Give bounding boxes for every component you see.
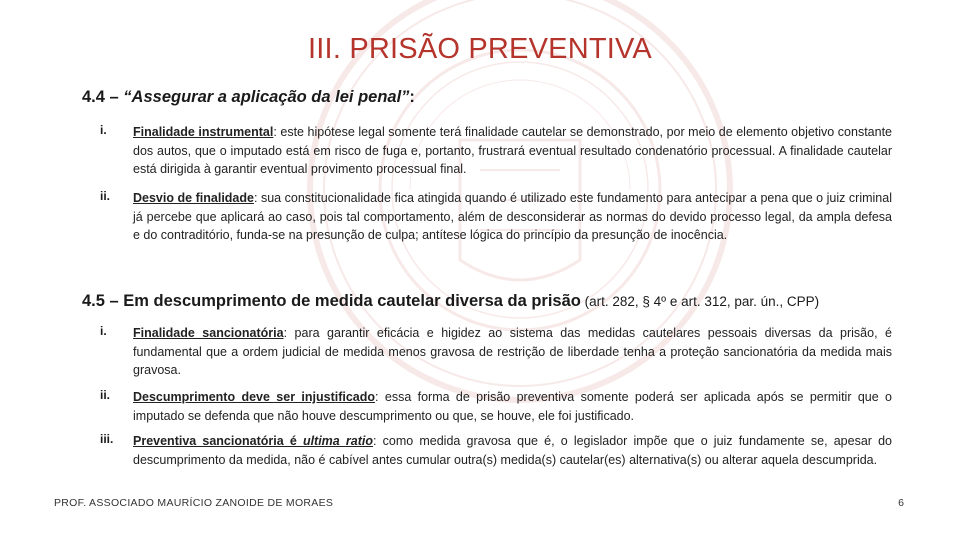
section-heading-4-5 <box>82 292 819 311</box>
item-term: Finalidade instrumental <box>133 125 274 139</box>
item-number: iii. <box>100 432 114 446</box>
page-title: III. PRISÃO PREVENTIVA <box>308 33 652 65</box>
item-term: Finalidade sancionatória <box>133 326 284 340</box>
item-body: : essa forma de prisão preventiva somente poderá ser aplicada após se permitir que o imputado se defenda que não houve descumprimento ou que, se houve, ele foi justificado. <box>133 390 892 423</box>
item-text <box>133 388 892 425</box>
item-term: Descumprimento deve ser injustificado <box>133 390 376 404</box>
section-colon: : <box>409 88 415 106</box>
item-number: ii. <box>100 388 111 402</box>
section-quote: “Assegurar a aplicação da lei penal” <box>123 88 410 106</box>
item-body: : sua constitucionalidade fica atingida quando é utilizado este fundamento para antecipar a pena que o juiz criminal já percebe que aplicará ao caso, pois tal comportamento, além de desconsiderar as normas do devido processo legal, da ampla defesa e do contraditório, funda-se na presunção de culpa; antítese lógica do princípio da presunção de inocência. <box>133 191 892 242</box>
section-reference: (art. 282, § 4º e art. 312, par. ún., CPP) <box>580 294 820 309</box>
item-term <box>133 434 373 448</box>
item-text <box>133 189 892 245</box>
section-title: 4.5 – Em descumprimento de medida cautelar diversa da prisão <box>82 292 581 310</box>
item-number: i. <box>100 123 107 137</box>
page-number: 6 <box>898 497 904 509</box>
item-number: ii. <box>100 189 111 203</box>
item-text <box>133 123 892 179</box>
item-number: i. <box>100 324 107 338</box>
item-body: : para garantir eficácia e higidez ao sistema das medidas cautelares pessoais diversas da prisão, é fundamental que a ordem judicial de medida menos gravosa de restrição de liberdade tenha a proteção sancionatória da medida mais gravosa. <box>133 326 892 377</box>
footer-author: PROF. ASSOCIADO MAURÍCIO ZANOIDE DE MORAES <box>54 497 334 509</box>
item-term: Desvio de finalidade <box>133 191 254 205</box>
item-term-latin: ultima ratio <box>302 434 373 448</box>
item-text <box>133 432 892 469</box>
item-term-start: Preventiva sancionatória é <box>133 434 303 448</box>
item-body: : como medida gravosa que é, o legislador impõe que o juiz fundamente se, apesar do descumprimento da medida, não é cabível antes cumular outra(s) medida(s) cautelar(es) alternativa(s) ou alterar aquela descumprida. <box>133 434 892 467</box>
section-heading-4-4 <box>82 88 415 107</box>
section-number: 4.4 – <box>82 88 124 106</box>
item-text <box>133 324 892 380</box>
item-body: : este hipótese legal somente terá finalidade cautelar se demonstrado, por meio de elemento objetivo constante dos autos, que o imputado está em risco de fuga e, portanto, frustrará eventual resultado condenatório processual. A finalidade cautelar está dirigida à garantir eventual provimento processual final. <box>133 125 892 176</box>
